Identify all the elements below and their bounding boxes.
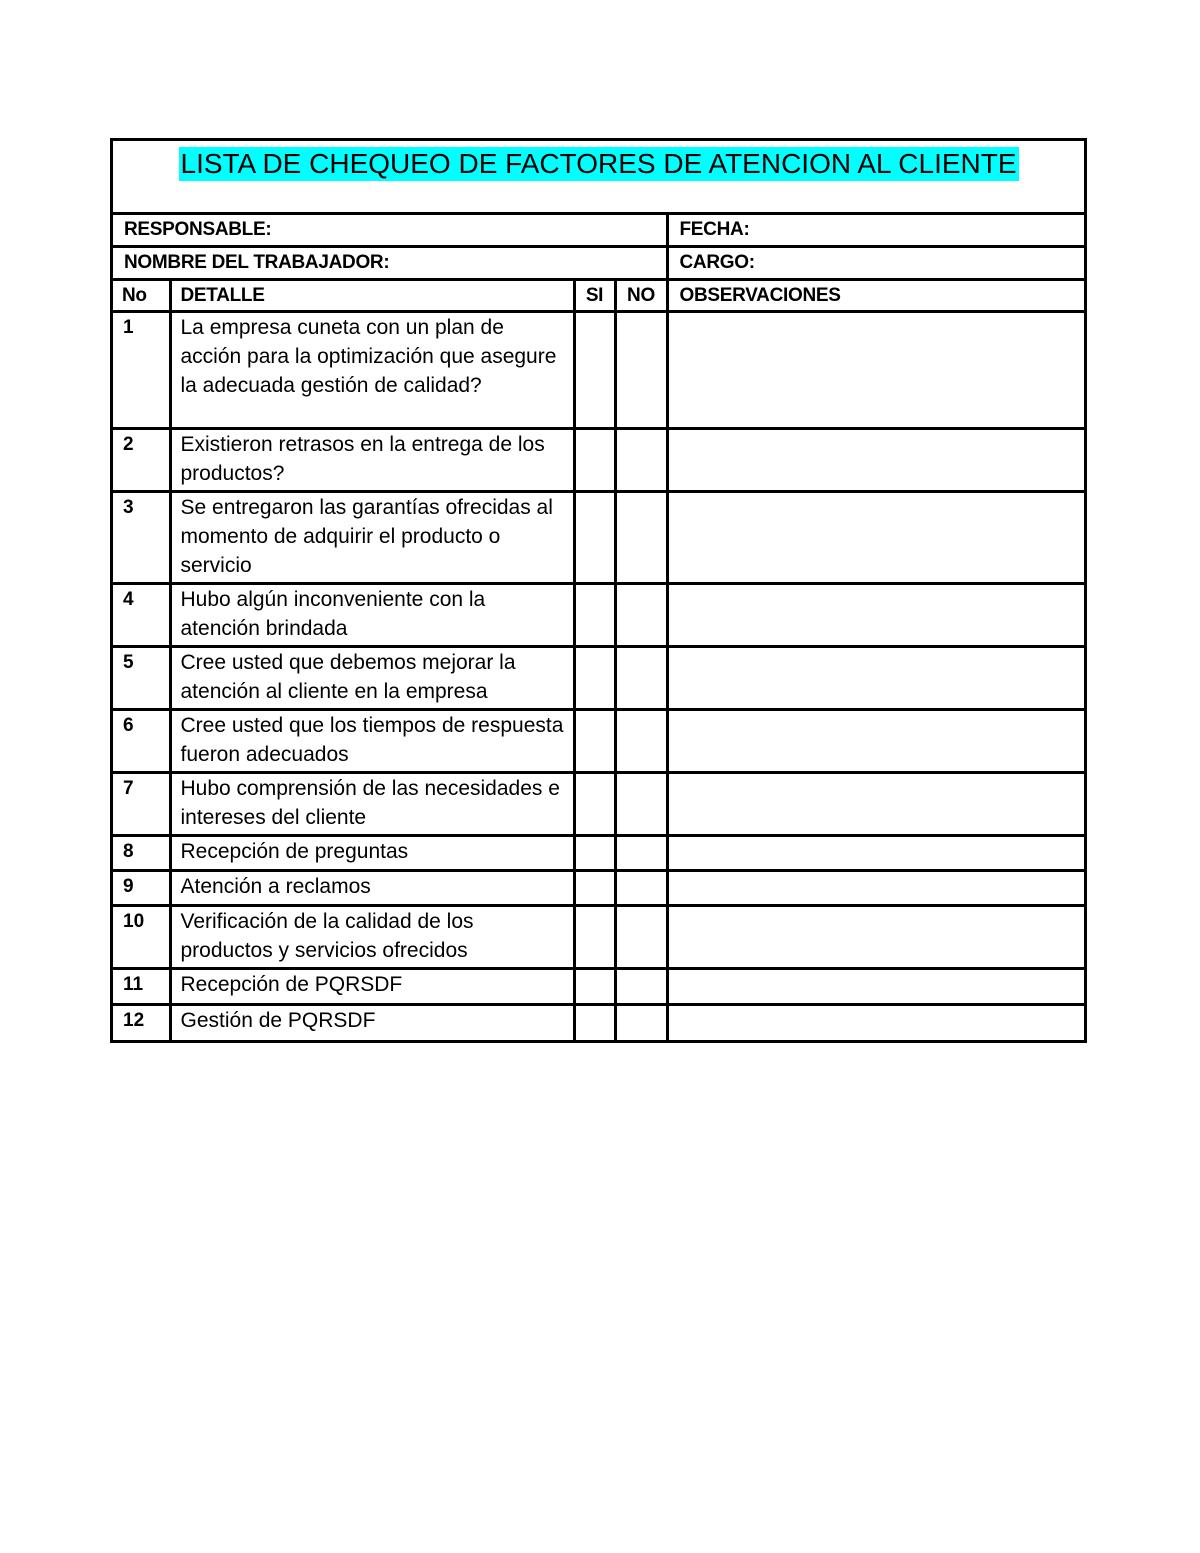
- table-row: [113, 1004, 1084, 1040]
- no-checkbox-cell[interactable]: [615, 1004, 667, 1040]
- observaciones-cell[interactable]: [667, 709, 1084, 772]
- no-checkbox-cell[interactable]: [615, 772, 667, 835]
- no-checkbox-cell[interactable]: [615, 583, 667, 646]
- si-checkbox-cell[interactable]: [574, 905, 615, 968]
- item-number: 11: [113, 968, 170, 1004]
- item-number: 10: [113, 905, 170, 968]
- si-checkbox-cell[interactable]: [574, 311, 615, 428]
- responsable-field[interactable]: RESPONSABLE:: [113, 213, 667, 246]
- table-row: [113, 968, 1084, 1004]
- item-number: 6: [113, 709, 170, 772]
- item-number: 5: [113, 646, 170, 709]
- observaciones-cell[interactable]: [667, 835, 1084, 870]
- si-checkbox-cell[interactable]: [574, 1004, 615, 1040]
- no-checkbox-cell[interactable]: [615, 491, 667, 583]
- column-header-row: [113, 279, 1084, 311]
- column-header-observaciones: OBSERVACIONES: [667, 279, 1084, 311]
- table-row: [113, 772, 1084, 835]
- item-number: 12: [113, 1004, 170, 1040]
- table-row: [113, 709, 1084, 772]
- table-row: [113, 583, 1084, 646]
- responsable-row: [113, 213, 1084, 246]
- item-detail: Verificación de la calidad de los productos y servicios ofrecidos: [170, 905, 574, 968]
- observaciones-cell[interactable]: [667, 491, 1084, 583]
- item-number: 1: [113, 311, 170, 428]
- item-number: 9: [113, 870, 170, 905]
- observaciones-cell[interactable]: [667, 870, 1084, 905]
- no-checkbox-cell[interactable]: [615, 428, 667, 491]
- observaciones-cell[interactable]: [667, 905, 1084, 968]
- item-number: 7: [113, 772, 170, 835]
- si-checkbox-cell[interactable]: [574, 646, 615, 709]
- checklist-sheet: [110, 138, 1087, 1043]
- no-checkbox-cell[interactable]: [615, 709, 667, 772]
- table-row: [113, 646, 1084, 709]
- item-detail: Hubo algún inconveniente con la atención brindada: [170, 583, 574, 646]
- si-checkbox-cell[interactable]: [574, 968, 615, 1004]
- si-checkbox-cell[interactable]: [574, 709, 615, 772]
- item-detail: Existieron retrasos en la entrega de los productos?: [170, 428, 574, 491]
- title-row: [113, 141, 1084, 213]
- page-title: LISTA DE CHEQUEO DE FACTORES DE ATENCION AL CLIENTE: [180, 148, 1017, 179]
- no-checkbox-cell[interactable]: [615, 870, 667, 905]
- table-row: [113, 835, 1084, 870]
- observaciones-cell[interactable]: [667, 772, 1084, 835]
- no-checkbox-cell[interactable]: [615, 905, 667, 968]
- item-number: 3: [113, 491, 170, 583]
- no-checkbox-cell[interactable]: [615, 968, 667, 1004]
- si-checkbox-cell[interactable]: [574, 870, 615, 905]
- title-cell: [113, 141, 1084, 213]
- item-detail: La empresa cuneta con un plan de acción para la optimización que asegure la adecuada gestión de calidad?: [170, 311, 574, 428]
- item-detail: Recepción de PQRSDF: [170, 968, 574, 1004]
- item-detail: Cree usted que debemos mejorar la atención al cliente en la empresa: [170, 646, 574, 709]
- fecha-field[interactable]: FECHA:: [667, 213, 1084, 246]
- table-row: [113, 311, 1084, 428]
- observaciones-cell[interactable]: [667, 968, 1084, 1004]
- no-checkbox-cell[interactable]: [615, 646, 667, 709]
- observaciones-cell[interactable]: [667, 311, 1084, 428]
- si-checkbox-cell[interactable]: [574, 491, 615, 583]
- observaciones-cell[interactable]: [667, 428, 1084, 491]
- no-checkbox-cell[interactable]: [615, 311, 667, 428]
- si-checkbox-cell[interactable]: [574, 772, 615, 835]
- trabajador-row: [113, 246, 1084, 279]
- observaciones-cell[interactable]: [667, 646, 1084, 709]
- item-detail: Atención a reclamos: [170, 870, 574, 905]
- observaciones-cell[interactable]: [667, 1004, 1084, 1040]
- cargo-field[interactable]: CARGO:: [667, 246, 1084, 279]
- table-row: [113, 870, 1084, 905]
- table-row: [113, 905, 1084, 968]
- column-header-no-answer: NO: [615, 279, 667, 311]
- checklist-table: [113, 141, 1084, 1040]
- item-detail: Gestión de PQRSDF: [170, 1004, 574, 1040]
- table-row: [113, 491, 1084, 583]
- column-header-detalle: DETALLE: [170, 279, 574, 311]
- item-detail: Recepción de preguntas: [170, 835, 574, 870]
- item-number: 2: [113, 428, 170, 491]
- si-checkbox-cell[interactable]: [574, 835, 615, 870]
- item-number: 4: [113, 583, 170, 646]
- item-detail: Se entregaron las garantías ofrecidas al momento de adquirir el producto o servicio: [170, 491, 574, 583]
- item-number: 8: [113, 835, 170, 870]
- table-row: [113, 428, 1084, 491]
- nombre-trabajador-field[interactable]: NOMBRE DEL TRABAJADOR:: [113, 246, 667, 279]
- si-checkbox-cell[interactable]: [574, 428, 615, 491]
- observaciones-cell[interactable]: [667, 583, 1084, 646]
- item-detail: Hubo comprensión de las necesidades e intereses del cliente: [170, 772, 574, 835]
- column-header-no: No: [113, 279, 170, 311]
- column-header-si: SI: [574, 279, 615, 311]
- item-detail: Cree usted que los tiempos de respuesta fueron adecuados: [170, 709, 574, 772]
- no-checkbox-cell[interactable]: [615, 835, 667, 870]
- si-checkbox-cell[interactable]: [574, 583, 615, 646]
